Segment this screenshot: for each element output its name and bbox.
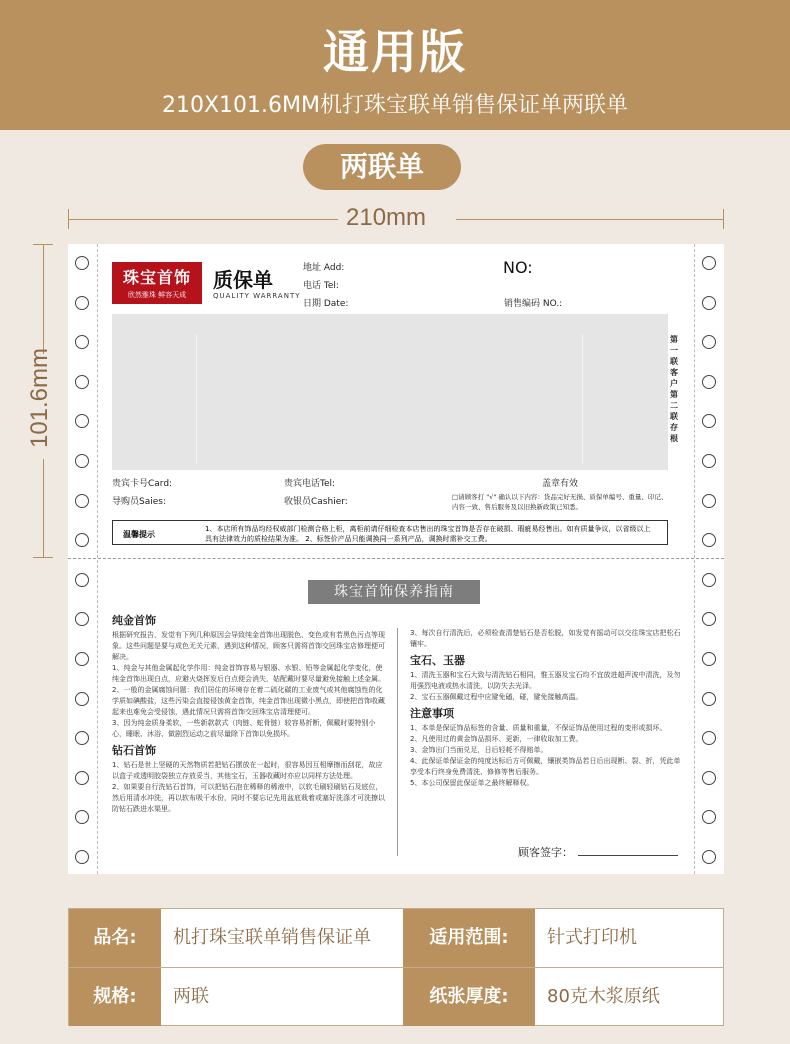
right-tractor-strip [694, 244, 724, 874]
tractor-hole [75, 494, 89, 508]
spec-thickness-key: 纸张厚度: [403, 968, 535, 1026]
tractor-hole [702, 375, 716, 389]
guide-title: 珠宝首饰保养指南 [308, 580, 480, 604]
width-dimension [68, 204, 724, 234]
logo-slogan: 欣然雅珠 鲜容天成 [127, 291, 187, 299]
spec-name-value: 机打珠宝联单销售保证单 [173, 927, 371, 948]
page-subtitle: 210X101.6MM机打珠宝联单销售保证单两联单 [161, 93, 628, 118]
notice-text: 1、本店所有饰品均经权威部门检测合格上柜，离柜前请仔细检查本店售出的珠宝首饰是否存在破损、瑕疵易经售出。如有质量争议，以省级以上具有法律效力的质检结果为准。 2、标签价产品只能调换同一系列产品，调换时需补交工费。 [205, 525, 651, 543]
section-gem-title: 宝石、玉器 [410, 654, 465, 667]
tractor-hole [702, 296, 716, 310]
list-item: 3、每次自行清洗后，必须检查清楚钻石是否松脱，如发觉有摇动可以交往珠宝店把松石镶牢。 [410, 629, 681, 648]
spec-format-key: 规格: [69, 968, 161, 1026]
tractor-hole [702, 256, 716, 270]
tractor-hole [75, 692, 89, 706]
form-paper [68, 244, 724, 874]
vip-tel-field: 贵宾电话Tel: [284, 479, 336, 489]
confirm-note: □请顾客打 "√" 确认以下内容：货品完好无损、质保单编号、重量、印记、内容一致、售后服务及以旧换新政策已知悉。 [452, 493, 668, 511]
tractor-hole [702, 731, 716, 745]
spec-scope-value: 针式打印机 [547, 927, 637, 948]
tractor-hole [702, 652, 716, 666]
list-item: 1、清洗玉器和宝石大致与清洗钻石相同，惟玉器及宝石均不宜放进超声波中清洗，及勿用强烈电液或热水清洗，以防失去光泽。 [410, 671, 681, 690]
height-dimension [28, 244, 58, 558]
signature-label: 顾客签字： [518, 846, 573, 859]
left-tractor-strip [68, 244, 98, 874]
list-item: 4、此保证单保证金的纯度达标后方可佩戴，镶嵌类饰品若日后出现断、裂、折，凭此单享受本行终身免费清洗、修修等售后服务。 [410, 757, 681, 776]
section-notes-title: 注意事项 [410, 707, 454, 720]
tractor-hole [75, 414, 89, 428]
cashier-field: 收银员Cashier: [284, 497, 348, 507]
height-label: 101.6mm [26, 347, 54, 449]
tractor-hole [702, 533, 716, 547]
notice-label: 温馨提示 [123, 530, 155, 539]
spec-thickness-value: 80克木浆原纸 [547, 986, 660, 1007]
page-title: 通用版 [323, 25, 467, 79]
tractor-hole [75, 375, 89, 389]
card-field: 贵宾卡号Card: [112, 479, 173, 489]
list-item: 1、本单是保证饰品标签的含量、质量和重量，不保证饰品使用过程的变形或损坏。 [410, 724, 667, 732]
tractor-hole [702, 454, 716, 468]
list-item: 1、纯金与其他金属起化学作用：纯金首饰容易与银器、水银、铅等金属起化学变化，使纯金首饰出现白点，应避火烧挥发后白点便会消失，姑配戴时要尽量避免接触上述金属。 [112, 664, 385, 683]
form-title: 质保单 [213, 268, 273, 292]
width-label: 210mm [346, 204, 427, 231]
phone-field: 电话 Tel: [303, 281, 339, 291]
seal-note: 盖章有效 [542, 479, 579, 489]
brand-logo [112, 262, 202, 304]
list-item: 2、宝石玉器佩戴过程中应避免磕，碰，避免接触高温。 [410, 693, 583, 701]
tractor-hole [702, 612, 716, 626]
copy-note: 第一联 客户 第二联 存根 [670, 335, 678, 443]
notice-box [112, 520, 668, 545]
tractor-hole [702, 573, 716, 587]
sales-number-field: 销售编码 NO.: [504, 299, 563, 309]
tractor-hole [702, 850, 716, 864]
item-table-area [112, 314, 668, 470]
tractor-hole [702, 335, 716, 349]
section-diamond-title: 钻石首饰 [112, 744, 156, 757]
variant-pill: 两联单 [303, 144, 461, 190]
list-item: 2、如果要自行洗钻石首饰，可以把钻石泡在稀释的稀液中，以软毛刷轻刷钻石及底位，然后用清水冲洗，再以软布吸干水份，同时不要忘记先用盆底栽着或塞好洗涤才可洗擦以防钻石跌进水渠里。 [112, 783, 385, 813]
spec-scope-key: 适用范围: [403, 909, 535, 967]
sales-field: 导购员Saies: [112, 497, 166, 507]
guide-left-column [112, 610, 388, 815]
list-item: 1、钻石是世上坚硬的天然物质若把钻石摆放在一起时，很容易因互相摩擦而刮花，故应以盒子或透明胶袋独立存放妥当，其他宝石，玉器收藏时亦应以同样方法处理。 [112, 761, 383, 780]
tractor-hole [75, 652, 89, 666]
list-item: 3、因为纯金质身柔软，一些新款款式（肉链、蛇骨链）较容易折断，佩戴时要特别小心，睡眠、沐浴、做剧烈运动之前尽量除下首饰以免损坏。 [112, 719, 376, 738]
spec-table [68, 908, 724, 1026]
section-gold-intro: 根据研究报告，发觉有下列几种原因会导致纯金首饰出现脱色、变色或有若黑色污点等现象。这些问题是要与成色无关元素，遇到这种情况，顾客只需将首饰交回珠宝店修理便可解决。 [112, 631, 385, 661]
tractor-hole [702, 494, 716, 508]
tractor-hole [75, 454, 89, 468]
tractor-hole [75, 810, 89, 824]
tractor-hole [702, 692, 716, 706]
tractor-hole [75, 533, 89, 547]
column-divider [397, 628, 398, 856]
list-item: 3、金饰出门当面兑足，日后轻耗不得赔单。 [410, 746, 548, 754]
list-item: 5、本公司保留此保证单之最终解释权。 [410, 779, 534, 787]
signature-line [578, 855, 678, 856]
address-field: 地址 Add: [303, 263, 345, 273]
serial-number-label: NO: [503, 258, 533, 277]
tractor-hole [75, 850, 89, 864]
tractor-hole [702, 771, 716, 785]
date-field: 日期 Date: [303, 299, 349, 309]
tractor-hole [702, 810, 716, 824]
list-item: 2、凡使用过的黄金饰品损坏、更新，一律收取加工费。 [410, 735, 583, 743]
guide-right-column [410, 628, 682, 789]
spec-name-key: 品名: [69, 909, 161, 967]
tractor-hole [75, 335, 89, 349]
tractor-hole [75, 731, 89, 745]
tractor-hole [75, 256, 89, 270]
tractor-hole [75, 573, 89, 587]
perforation-line [68, 558, 724, 559]
list-item: 2、一般的金属腐蚀问题：我们居住的环境存在着二硫化碳的工业废气或其他腐蚀性的化学质如碘酸盐，这些污染会直接侵蚀黄金首饰，纯金首饰出现微小黑点，即使把首饰收藏起来也难免会受侵蚀，遇此情况只需将首饰交回珠宝店清理便可。 [112, 686, 385, 716]
header-banner [0, 0, 790, 130]
tractor-hole [75, 612, 89, 626]
section-gold-title: 纯金首饰 [112, 614, 156, 627]
tractor-hole [75, 296, 89, 310]
logo-text: 珠宝首饰 [122, 268, 191, 287]
tractor-hole [75, 771, 89, 785]
tractor-hole [702, 414, 716, 428]
form-title-en: QUALITY WARRANTY [213, 292, 301, 300]
spec-format-value: 两联 [173, 986, 209, 1007]
